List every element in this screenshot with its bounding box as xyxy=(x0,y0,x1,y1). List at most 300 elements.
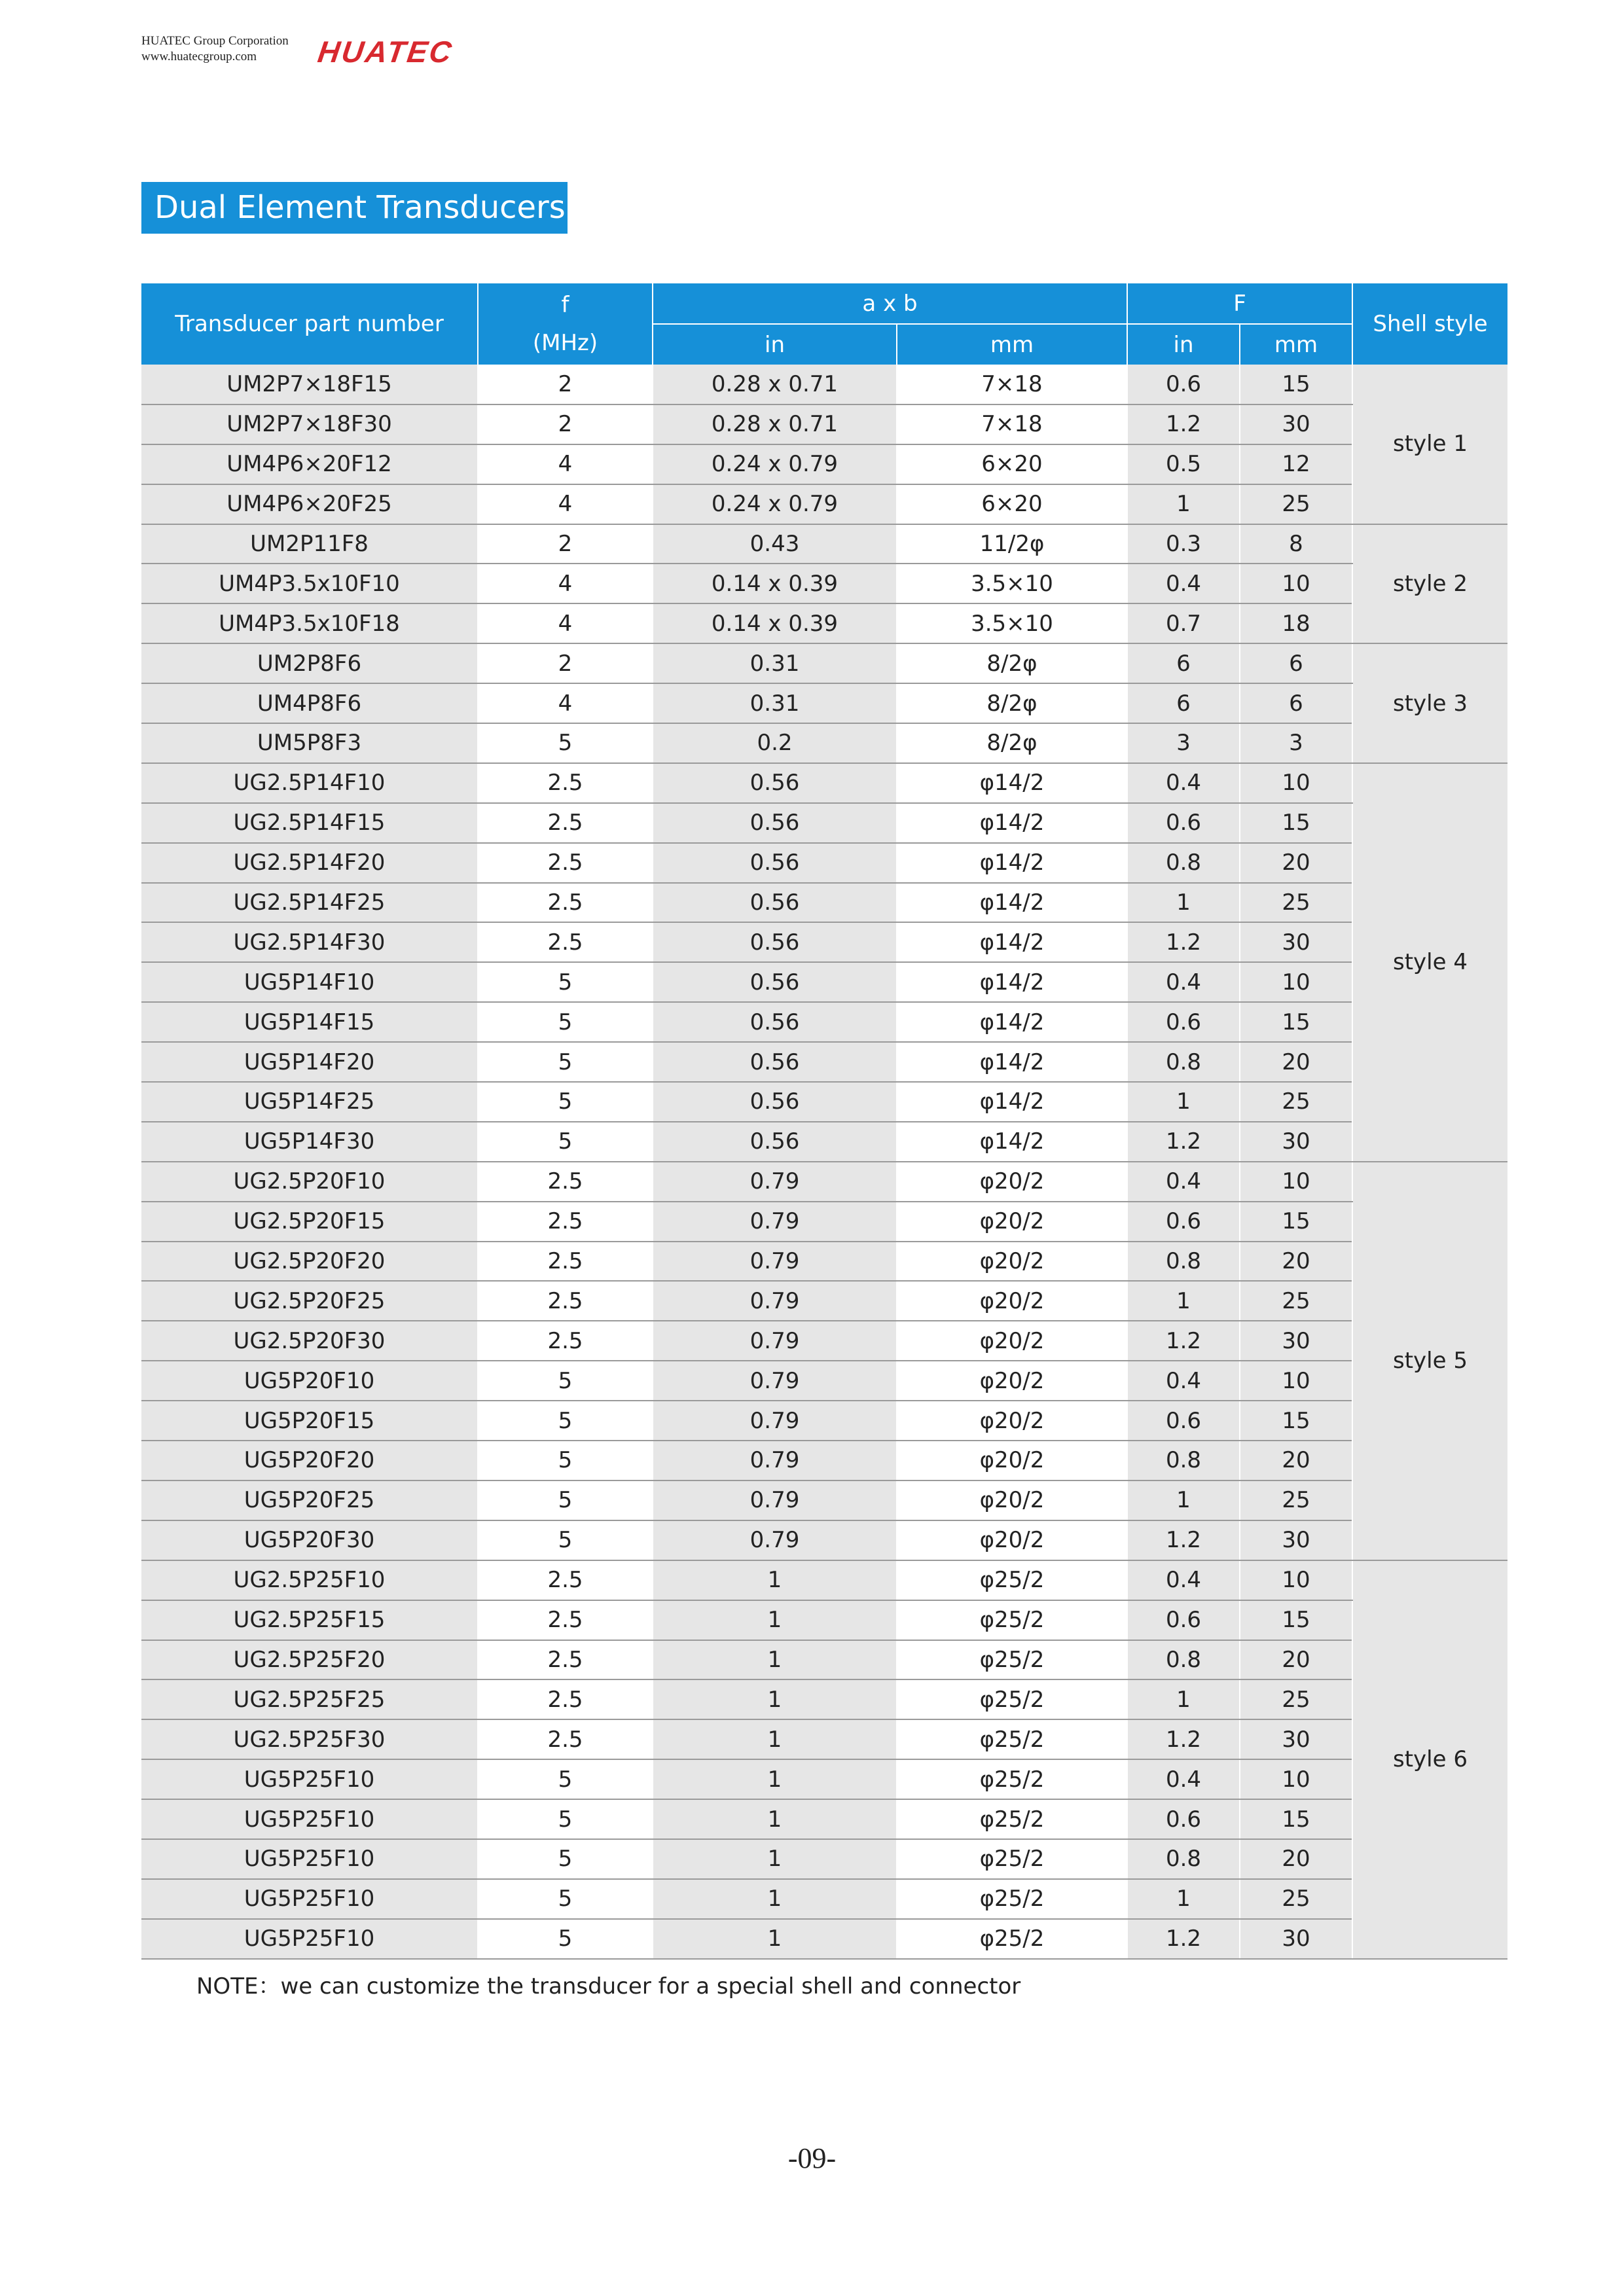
focal-mm-cell: 10 xyxy=(1240,1361,1352,1401)
focal-in-cell: 0.4 xyxy=(1127,564,1240,603)
axb-mm-cell: φ25/2 xyxy=(897,1879,1127,1919)
axb-mm-cell: φ14/2 xyxy=(897,1122,1127,1162)
axb-in-cell: 0.56 xyxy=(653,1082,897,1122)
part-number-cell: UG2.5P14F25 xyxy=(141,883,478,923)
focal-in-cell: 1 xyxy=(1127,1480,1240,1520)
focal-in-cell: 0.8 xyxy=(1127,1640,1240,1680)
axb-in-cell: 0.31 xyxy=(653,643,897,683)
focal-in-cell: 1.2 xyxy=(1127,1719,1240,1759)
focal-in-cell: 1 xyxy=(1127,1879,1240,1919)
focal-in-cell: 1 xyxy=(1127,484,1240,524)
frequency-cell: 5 xyxy=(478,723,653,763)
customization-note: NOTE：we can customize the transducer for a special shell and connector xyxy=(196,1973,1021,2000)
axb-in-cell: 0.28 x 0.71 xyxy=(653,365,897,404)
part-number-cell: UM4P6×20F12 xyxy=(141,444,478,484)
focal-mm-cell: 25 xyxy=(1240,1281,1352,1321)
focal-mm-cell: 25 xyxy=(1240,883,1352,923)
part-number-cell: UM2P11F8 xyxy=(141,524,478,564)
part-number-cell: UG2.5P20F15 xyxy=(141,1202,478,1242)
frequency-cell: 2.5 xyxy=(478,1202,653,1242)
axb-mm-cell: φ25/2 xyxy=(897,1759,1127,1799)
focal-mm-cell: 6 xyxy=(1240,643,1352,683)
axb-mm-cell: 8/2φ xyxy=(897,643,1127,683)
axb-in-cell: 0.2 xyxy=(653,723,897,763)
focal-in-cell: 0.8 xyxy=(1127,1839,1240,1879)
focal-in-cell: 0.4 xyxy=(1127,1560,1240,1600)
focal-in-cell: 0.8 xyxy=(1127,1242,1240,1282)
table-row xyxy=(141,1002,1507,1042)
axb-mm-cell: φ20/2 xyxy=(897,1361,1127,1401)
focal-mm-cell: 30 xyxy=(1240,1719,1352,1759)
focal-mm-cell: 15 xyxy=(1240,1202,1352,1242)
focal-mm-cell: 10 xyxy=(1240,1759,1352,1799)
part-number-cell: UG2.5P14F20 xyxy=(141,843,478,883)
frequency-cell: 2.5 xyxy=(478,1162,653,1202)
focal-mm-cell: 3 xyxy=(1240,723,1352,763)
focal-mm-cell: 20 xyxy=(1240,843,1352,883)
part-number-cell: UG5P14F10 xyxy=(141,962,478,1002)
part-number-cell: UG5P25F10 xyxy=(141,1759,478,1799)
shell-style-cell: style 6 xyxy=(1352,1560,1507,1959)
axb-in-cell: 0.56 xyxy=(653,763,897,803)
focal-in-cell: 1.2 xyxy=(1127,1321,1240,1361)
focal-mm-cell: 15 xyxy=(1240,1002,1352,1042)
table-row xyxy=(141,1281,1507,1321)
focal-mm-cell: 30 xyxy=(1240,1321,1352,1361)
shell-style-cell: style 1 xyxy=(1352,365,1507,524)
focal-mm-cell: 30 xyxy=(1240,404,1352,444)
table-row xyxy=(141,404,1507,444)
axb-mm-cell: φ25/2 xyxy=(897,1640,1127,1680)
axb-mm-cell: φ20/2 xyxy=(897,1281,1127,1321)
frequency-cell: 2.5 xyxy=(478,1640,653,1680)
frequency-cell: 5 xyxy=(478,1042,653,1082)
focal-in-cell: 1 xyxy=(1127,1082,1240,1122)
table-row xyxy=(141,484,1507,524)
frequency-cell: 2.5 xyxy=(478,1281,653,1321)
axb-mm-cell: φ14/2 xyxy=(897,1082,1127,1122)
axb-in-cell: 0.56 xyxy=(653,843,897,883)
focal-mm-cell: 20 xyxy=(1240,1640,1352,1680)
focal-in-cell: 1.2 xyxy=(1127,922,1240,962)
header-frequency-label: f xyxy=(561,292,569,318)
part-number-cell: UG2.5P14F15 xyxy=(141,803,478,843)
table-row xyxy=(141,843,1507,883)
axb-mm-cell: φ25/2 xyxy=(897,1600,1127,1640)
frequency-cell: 4 xyxy=(478,444,653,484)
axb-mm-cell: φ14/2 xyxy=(897,1042,1127,1082)
focal-in-cell: 0.7 xyxy=(1127,603,1240,643)
focal-in-cell: 0.4 xyxy=(1127,1162,1240,1202)
table-row xyxy=(141,723,1507,763)
focal-mm-cell: 10 xyxy=(1240,1162,1352,1202)
header-part-number: Transducer part number xyxy=(141,283,478,365)
part-number-cell: UM2P8F6 xyxy=(141,643,478,683)
axb-mm-cell: 6×20 xyxy=(897,444,1127,484)
axb-mm-cell: 3.5×10 xyxy=(897,603,1127,643)
axb-mm-cell: 8/2φ xyxy=(897,723,1127,763)
focal-mm-cell: 10 xyxy=(1240,564,1352,603)
frequency-cell: 5 xyxy=(478,1002,653,1042)
axb-in-cell: 0.24 x 0.79 xyxy=(653,484,897,524)
focal-in-cell: 0.6 xyxy=(1127,1799,1240,1839)
focal-mm-cell: 12 xyxy=(1240,444,1352,484)
focal-mm-cell: 25 xyxy=(1240,1879,1352,1919)
axb-mm-cell: φ25/2 xyxy=(897,1560,1127,1600)
header-focal-in: in xyxy=(1127,324,1240,365)
table-row xyxy=(141,1759,1507,1799)
frequency-cell: 2.5 xyxy=(478,1242,653,1282)
part-number-cell: UM4P8F6 xyxy=(141,683,478,723)
axb-mm-cell: φ14/2 xyxy=(897,922,1127,962)
part-number-cell: UG2.5P20F30 xyxy=(141,1321,478,1361)
axb-mm-cell: φ20/2 xyxy=(897,1321,1127,1361)
table-row xyxy=(141,1401,1507,1441)
transducer-spec-table xyxy=(141,283,1507,1960)
part-number-cell: UG5P14F30 xyxy=(141,1122,478,1162)
header-axb-mm: mm xyxy=(897,324,1127,365)
frequency-cell: 5 xyxy=(478,1799,653,1839)
part-number-cell: UG5P25F10 xyxy=(141,1919,478,1959)
focal-in-cell: 0.8 xyxy=(1127,1441,1240,1480)
axb-mm-cell: φ14/2 xyxy=(897,803,1127,843)
frequency-cell: 5 xyxy=(478,1441,653,1480)
focal-in-cell: 0.8 xyxy=(1127,1042,1240,1082)
part-number-cell: UG2.5P25F25 xyxy=(141,1679,478,1719)
part-number-cell: UG5P20F25 xyxy=(141,1480,478,1520)
axb-mm-cell: φ20/2 xyxy=(897,1480,1127,1520)
part-number-cell: UM4P3.5x10F10 xyxy=(141,564,478,603)
table-row xyxy=(141,683,1507,723)
frequency-cell: 2.5 xyxy=(478,1679,653,1719)
frequency-cell: 5 xyxy=(478,1401,653,1441)
table-row xyxy=(141,1839,1507,1879)
focal-mm-cell: 30 xyxy=(1240,1122,1352,1162)
table-row xyxy=(141,1719,1507,1759)
focal-in-cell: 1.2 xyxy=(1127,1122,1240,1162)
axb-mm-cell: φ25/2 xyxy=(897,1719,1127,1759)
focal-in-cell: 0.6 xyxy=(1127,1002,1240,1042)
focal-in-cell: 6 xyxy=(1127,683,1240,723)
header-axb: a x b xyxy=(653,283,1127,324)
axb-in-cell: 1 xyxy=(653,1839,897,1879)
part-number-cell: UG5P20F30 xyxy=(141,1520,478,1560)
table-row xyxy=(141,444,1507,484)
axb-mm-cell: φ20/2 xyxy=(897,1162,1127,1202)
focal-in-cell: 1.2 xyxy=(1127,1919,1240,1959)
part-number-cell: UG2.5P20F20 xyxy=(141,1242,478,1282)
part-number-cell: UG5P25F10 xyxy=(141,1799,478,1839)
part-number-cell: UM2P7×18F15 xyxy=(141,365,478,404)
frequency-cell: 4 xyxy=(478,484,653,524)
focal-mm-cell: 20 xyxy=(1240,1242,1352,1282)
focal-in-cell: 0.6 xyxy=(1127,1202,1240,1242)
axb-in-cell: 0.43 xyxy=(653,524,897,564)
table-row xyxy=(141,524,1507,564)
focal-mm-cell: 18 xyxy=(1240,603,1352,643)
focal-in-cell: 0.4 xyxy=(1127,763,1240,803)
part-number-cell: UG5P25F10 xyxy=(141,1839,478,1879)
axb-in-cell: 0.79 xyxy=(653,1202,897,1242)
part-number-cell: UG2.5P14F10 xyxy=(141,763,478,803)
table-row xyxy=(141,1600,1507,1640)
table-body xyxy=(141,365,1507,1959)
page-header xyxy=(141,34,534,73)
axb-mm-cell: φ14/2 xyxy=(897,1002,1127,1042)
focal-mm-cell: 15 xyxy=(1240,1799,1352,1839)
frequency-cell: 5 xyxy=(478,1082,653,1122)
axb-mm-cell: 6×20 xyxy=(897,484,1127,524)
table-row xyxy=(141,1162,1507,1202)
table-row xyxy=(141,1520,1507,1560)
axb-mm-cell: φ25/2 xyxy=(897,1679,1127,1719)
company-website: www.huatecgroup.com xyxy=(141,50,257,63)
part-number-cell: UG5P20F20 xyxy=(141,1441,478,1480)
axb-in-cell: 0.79 xyxy=(653,1162,897,1202)
focal-mm-cell: 30 xyxy=(1240,1919,1352,1959)
axb-mm-cell: φ20/2 xyxy=(897,1401,1127,1441)
focal-mm-cell: 15 xyxy=(1240,1401,1352,1441)
part-number-cell: UG5P14F20 xyxy=(141,1042,478,1082)
table-row xyxy=(141,1242,1507,1282)
focal-in-cell: 1 xyxy=(1127,1281,1240,1321)
axb-in-cell: 1 xyxy=(653,1560,897,1600)
axb-in-cell: 0.56 xyxy=(653,962,897,1002)
table-row xyxy=(141,1361,1507,1401)
frequency-cell: 5 xyxy=(478,1879,653,1919)
axb-mm-cell: 11/2φ xyxy=(897,524,1127,564)
focal-in-cell: 3 xyxy=(1127,723,1240,763)
shell-style-cell: style 4 xyxy=(1352,763,1507,1162)
axb-mm-cell: 7×18 xyxy=(897,404,1127,444)
axb-in-cell: 0.79 xyxy=(653,1401,897,1441)
focal-mm-cell: 30 xyxy=(1240,1520,1352,1560)
frequency-cell: 2.5 xyxy=(478,1719,653,1759)
part-number-cell: UG5P25F10 xyxy=(141,1879,478,1919)
header-frequency-unit: (MHz) xyxy=(532,330,598,356)
axb-in-cell: 0.14 x 0.39 xyxy=(653,603,897,643)
focal-in-cell: 0.5 xyxy=(1127,444,1240,484)
table-row xyxy=(141,1122,1507,1162)
frequency-cell: 5 xyxy=(478,1759,653,1799)
part-number-cell: UG5P20F15 xyxy=(141,1401,478,1441)
axb-mm-cell: φ14/2 xyxy=(897,763,1127,803)
table-row xyxy=(141,643,1507,683)
part-number-cell: UG2.5P25F15 xyxy=(141,1600,478,1640)
axb-in-cell: 0.28 x 0.71 xyxy=(653,404,897,444)
table-row xyxy=(141,763,1507,803)
axb-in-cell: 0.56 xyxy=(653,1122,897,1162)
table-row xyxy=(141,1919,1507,1959)
section-title: Dual Element Transducers xyxy=(154,189,566,226)
page-number: -09- xyxy=(787,2142,837,2174)
axb-mm-cell: φ14/2 xyxy=(897,962,1127,1002)
axb-in-cell: 1 xyxy=(653,1919,897,1959)
part-number-cell: UG2.5P25F30 xyxy=(141,1719,478,1759)
focal-in-cell: 1 xyxy=(1127,1679,1240,1719)
frequency-cell: 2.5 xyxy=(478,1600,653,1640)
axb-in-cell: 1 xyxy=(653,1879,897,1919)
table-row xyxy=(141,1480,1507,1520)
frequency-cell: 2 xyxy=(478,404,653,444)
frequency-cell: 2.5 xyxy=(478,1560,653,1600)
axb-in-cell: 1 xyxy=(653,1600,897,1640)
table-row xyxy=(141,1082,1507,1122)
table-row xyxy=(141,1042,1507,1082)
focal-in-cell: 0.4 xyxy=(1127,1759,1240,1799)
frequency-cell: 2 xyxy=(478,365,653,404)
company-name: HUATEC Group Corporation xyxy=(141,34,289,48)
focal-in-cell: 0.6 xyxy=(1127,1600,1240,1640)
part-number-cell: UG2.5P25F20 xyxy=(141,1640,478,1680)
frequency-cell: 5 xyxy=(478,1520,653,1560)
table-row xyxy=(141,1560,1507,1600)
shell-style-cell: style 3 xyxy=(1352,643,1507,763)
axb-mm-cell: 7×18 xyxy=(897,365,1127,404)
focal-mm-cell: 8 xyxy=(1240,524,1352,564)
axb-mm-cell: φ20/2 xyxy=(897,1242,1127,1282)
part-number-cell: UG2.5P20F25 xyxy=(141,1281,478,1321)
axb-in-cell: 0.56 xyxy=(653,803,897,843)
focal-mm-cell: 10 xyxy=(1240,962,1352,1002)
axb-mm-cell: φ20/2 xyxy=(897,1202,1127,1242)
axb-mm-cell: φ20/2 xyxy=(897,1520,1127,1560)
part-number-cell: UG5P14F15 xyxy=(141,1002,478,1042)
part-number-cell: UG5P14F25 xyxy=(141,1082,478,1122)
focal-in-cell: 0.6 xyxy=(1127,1401,1240,1441)
focal-mm-cell: 20 xyxy=(1240,1839,1352,1879)
part-number-cell: UG2.5P25F10 xyxy=(141,1560,478,1600)
axb-in-cell: 0.24 x 0.79 xyxy=(653,444,897,484)
axb-mm-cell: φ25/2 xyxy=(897,1919,1127,1959)
axb-in-cell: 0.31 xyxy=(653,683,897,723)
focal-in-cell: 0.6 xyxy=(1127,365,1240,404)
header-shell-style: Shell style xyxy=(1352,283,1507,365)
axb-in-cell: 0.56 xyxy=(653,1042,897,1082)
shell-style-cell: style 2 xyxy=(1352,524,1507,644)
part-number-cell: UM2P7×18F30 xyxy=(141,404,478,444)
axb-in-cell: 1 xyxy=(653,1759,897,1799)
header-focal: F xyxy=(1127,283,1352,324)
frequency-cell: 2 xyxy=(478,524,653,564)
focal-mm-cell: 20 xyxy=(1240,1042,1352,1082)
header-focal-mm: mm xyxy=(1240,324,1352,365)
focal-mm-cell: 15 xyxy=(1240,803,1352,843)
table-row xyxy=(141,803,1507,843)
axb-in-cell: 0.14 x 0.39 xyxy=(653,564,897,603)
axb-mm-cell: φ25/2 xyxy=(897,1839,1127,1879)
table-row xyxy=(141,1202,1507,1242)
frequency-cell: 5 xyxy=(478,1919,653,1959)
table-row xyxy=(141,1879,1507,1919)
axb-in-cell: 1 xyxy=(653,1799,897,1839)
axb-mm-cell: 3.5×10 xyxy=(897,564,1127,603)
frequency-cell: 2.5 xyxy=(478,803,653,843)
frequency-cell: 2.5 xyxy=(478,883,653,923)
frequency-cell: 5 xyxy=(478,1839,653,1879)
focal-mm-cell: 6 xyxy=(1240,683,1352,723)
part-number-cell: UG2.5P20F10 xyxy=(141,1162,478,1202)
frequency-cell: 5 xyxy=(478,1480,653,1520)
axb-mm-cell: φ14/2 xyxy=(897,883,1127,923)
frequency-cell: 2.5 xyxy=(478,1321,653,1361)
focal-mm-cell: 15 xyxy=(1240,1600,1352,1640)
header-axb-in: in xyxy=(653,324,897,365)
table-row xyxy=(141,1640,1507,1680)
focal-mm-cell: 10 xyxy=(1240,1560,1352,1600)
axb-mm-cell: φ20/2 xyxy=(897,1441,1127,1480)
axb-in-cell: 1 xyxy=(653,1679,897,1719)
frequency-cell: 5 xyxy=(478,1122,653,1162)
frequency-cell: 5 xyxy=(478,962,653,1002)
huatec-logo: HUATEC xyxy=(316,35,456,69)
part-number-cell: UM4P6×20F25 xyxy=(141,484,478,524)
focal-in-cell: 1.2 xyxy=(1127,404,1240,444)
frequency-cell: 4 xyxy=(478,603,653,643)
axb-mm-cell: 8/2φ xyxy=(897,683,1127,723)
axb-in-cell: 0.79 xyxy=(653,1321,897,1361)
frequency-cell: 4 xyxy=(478,683,653,723)
table-row xyxy=(141,922,1507,962)
part-number-cell: UM5P8F3 xyxy=(141,723,478,763)
frequency-cell: 2.5 xyxy=(478,763,653,803)
focal-mm-cell: 25 xyxy=(1240,484,1352,524)
focal-in-cell: 6 xyxy=(1127,643,1240,683)
table-row xyxy=(141,1679,1507,1719)
table-row xyxy=(141,1441,1507,1480)
axb-in-cell: 0.79 xyxy=(653,1242,897,1282)
table-row xyxy=(141,1321,1507,1361)
focal-mm-cell: 30 xyxy=(1240,922,1352,962)
part-number-cell: UG2.5P14F30 xyxy=(141,922,478,962)
part-number-cell: UM4P3.5x10F18 xyxy=(141,603,478,643)
focal-in-cell: 0.4 xyxy=(1127,962,1240,1002)
frequency-cell: 5 xyxy=(478,1361,653,1401)
axb-in-cell: 0.79 xyxy=(653,1281,897,1321)
frequency-cell: 2 xyxy=(478,643,653,683)
axb-mm-cell: φ25/2 xyxy=(897,1799,1127,1839)
focal-mm-cell: 10 xyxy=(1240,763,1352,803)
axb-in-cell: 0.56 xyxy=(653,1002,897,1042)
frequency-cell: 4 xyxy=(478,564,653,603)
focal-mm-cell: 20 xyxy=(1240,1441,1352,1480)
focal-in-cell: 1.2 xyxy=(1127,1520,1240,1560)
section-title-box xyxy=(141,182,568,234)
axb-in-cell: 0.56 xyxy=(653,883,897,923)
table-row xyxy=(141,883,1507,923)
focal-mm-cell: 25 xyxy=(1240,1679,1352,1719)
focal-in-cell: 0.8 xyxy=(1127,843,1240,883)
table-row xyxy=(141,1799,1507,1839)
focal-in-cell: 0.6 xyxy=(1127,803,1240,843)
axb-mm-cell: φ14/2 xyxy=(897,843,1127,883)
frequency-cell: 2.5 xyxy=(478,922,653,962)
axb-in-cell: 0.56 xyxy=(653,922,897,962)
focal-mm-cell: 25 xyxy=(1240,1082,1352,1122)
axb-in-cell: 0.79 xyxy=(653,1480,897,1520)
table-row xyxy=(141,365,1507,404)
focal-mm-cell: 15 xyxy=(1240,365,1352,404)
table-row xyxy=(141,962,1507,1002)
shell-style-cell: style 5 xyxy=(1352,1162,1507,1560)
axb-in-cell: 0.79 xyxy=(653,1441,897,1480)
table-row xyxy=(141,603,1507,643)
focal-in-cell: 0.4 xyxy=(1127,1361,1240,1401)
table-row xyxy=(141,564,1507,603)
axb-in-cell: 1 xyxy=(653,1640,897,1680)
part-number-cell: UG5P20F10 xyxy=(141,1361,478,1401)
axb-in-cell: 0.79 xyxy=(653,1361,897,1401)
